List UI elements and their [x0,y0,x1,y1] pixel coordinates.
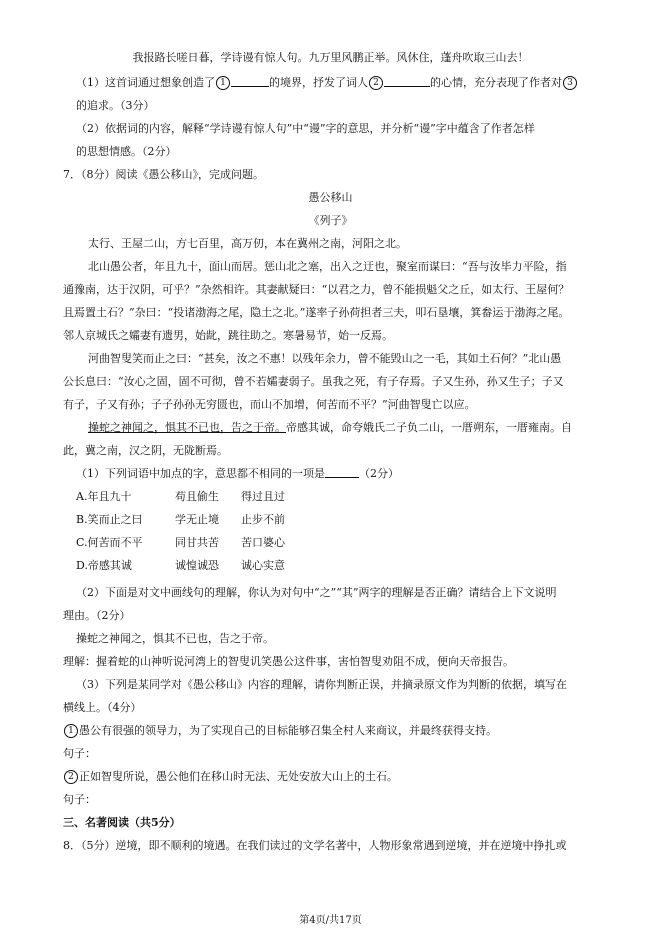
article-paragraph-2-line2: 通豫南，达于汉阴，可乎？”杂然相许。其妻献疑曰：“以君之力，曾不能损魁父之丘，如太行、王屋何？ [63,283,570,296]
circled-number-item-1: 1 [64,724,78,738]
sentence-answer-2[interactable]: 句子： [63,793,96,806]
answer-blank-7-1[interactable] [325,467,359,478]
answer-blank-2[interactable] [384,76,430,87]
statement-1: 1 愚公有很强的领导力，为了实现自己的目标能够召集全村人来商议，并最终获得支持。 [63,723,497,739]
article-title: 愚公移山 [308,191,353,204]
underlined-sentence: 操蛇之神闻之，惧其不已也，告之于帝。 [88,421,286,434]
circled-number-item-2: 2 [64,770,78,784]
article-paragraph-4-line2: 此，冀之南，汉之阴，无陇断焉。 [63,444,228,457]
question-7-2-line1: （2）下面是对文中画线句的理解，你认为对句中“之”“其”两字的理解是否正确？请结合上下文说明 [76,586,557,599]
question-7-3-line2: 横线上。（4分） [63,701,142,714]
article-paragraph-3-line3: 有子，子又有孙；子子孙孙无穷匮也，而山不加增，何苦而不平？”河曲智叟亡以应。 [63,398,476,411]
poem-line: 我报路长嗟日暮，学诗谩有惊人句。九万里风鹏正举。风休住，蓬舟吹取三山去！ [132,51,529,64]
quoted-sentence: 操蛇之神闻之，惧其不已也，告之于帝。 [76,632,274,645]
article-paragraph-3-line2: 公长息曰：“汝心之固，固不可彻，曾不若孀妻弱子。虽我之死，有子存焉。子又生孙，孙又生子；子又 [63,375,564,388]
question-8: 8．（5分）逆境，即不顺利的境遇。在我们读过的文学名著中，人物形象常遇到逆境，并在逆境中挣扎或 [63,839,567,852]
question-7-intro: 7．（8分）阅读《愚公移山》，完成问题。 [63,168,264,181]
document-page: 我报路长嗟日暮，学诗谩有惊人句。九万里风鹏正举。风休住，蓬舟吹取三山去！ （1）这首词通过想象创造了 1 的境界，抒发了词人 2 的心情，充分表现了作者对 3 的追求。（3分） （2）依据词的内容，解释“学诗谩有惊人句”中“谩”字的意思，并分析“谩”字中蕴含了作者怎样 的思想情感。（2分） 7．（8分）阅读《愚公移山》，完成问题。 愚公移山 《列子》 太行、王屋二山，方七百里，高万仞，本在冀州之南，河阳之北。 北山愚公者，年且九十，面山而居。惩山北之塞，出入之迂也，聚室而谋曰：“吾与汝毕力平险，指 通豫南，达于汉阴，可乎？”杂然相许。其妻献疑曰：“以君之力，曾不能损魁父之丘，如太行、王屋何？ 且焉置土石？”杂曰：“投诸渤海之尾，隐土之北。”遂率子孙荷担者三夫，叩石垦壤，箕畚运于渤海之尾。 邻人京城氏之孀妻有遗男，始龀，跳往助之。寒暑易节，始一反焉。 河曲智叟笑而止之曰：“甚矣，汝之不惠！以残年余力，曾不能毁山之一毛，其如土石何？”北山愚 公长息曰：“汝心之固，固不可彻，曾不若孀妻弱子。虽我之死，有子存焉。子又生孙，孙又生子；子又 有子，子又有孙；子子孙孙无穷匮也，而山不加增，何苦而不平？”河曲智叟亡以应。 操蛇之神闻之，惧其不已也，告之于帝。帝感其诚，命夸娥氏二子负二山，一厝朔东，一厝雍南。自 此，冀之南，汉之阴，无陇断焉。 （1）下列词语中加点的字，意思都不相同的一项是 （2分） A.年且九十 苟且偷生 得过且过 B.笑而止之曰 学无止境 止步不前 C.何苦而不平 同甘共苦 苦口婆心 D.帝感其诚 诚惶诚恐 诚心实意 （2）下面是对文中画线句的理解，你认为对句中“之”“其”两字的理解是否正确？请结合上下文说明 理由。（2分） 操蛇之神闻之，惧其不已也，告之于帝。 理解：握着蛇的山神听说河湾上的智叟讥笑愚公这件事，害怕智叟劝阻不成，便向天帝报告。 （3）下列是某同学对《愚公移山》内容的理解，请你判断正误，并摘录原文作为判断的依据，填写在 横线上。（4分） 1 愚公有很强的领导力，为了实现自己的目标能够召集全村人来商议，并最终获得支持。 句子： 2 正如智叟所说，愚公他们在移山时无法、无处安放大山上的土石。 句子： 三、名著阅读（共5分） 8．（5分）逆境，即不顺利的境遇。在我们读过的文学名著中，人物形象常遇到逆境，并在逆境中挣扎或 第4页/共17页 [0,0,661,935]
answer-blank-1[interactable] [231,76,269,87]
article-paragraph-2-line4: 邻人京城氏之孀妻有遗男，始龀，跳往助之。寒暑易节，始一反焉。 [63,329,393,342]
circled-number-3: 3 [563,76,577,90]
question-6-2-line1: （2）依据词的内容，解释“学诗谩有惊人句”中“谩”字的意思，并分析“谩”字中蕴含了作者怎样 [76,122,535,135]
article-author: 《列子》 [308,214,353,227]
article-paragraph-2-line3: 且焉置土石？”杂曰：“投诸渤海之尾，隐土之北。”遂率子孙荷担者三夫，叩石垦壤，箕畚运于渤海之尾。 [63,306,570,319]
section-3-title: 三、名著阅读（共5分） [63,816,181,829]
page-footer: 第4页/共17页 [299,915,362,926]
question-7-2-line2: 理由。（2分） [63,609,131,622]
sentence-answer-1[interactable]: 句子： [63,747,96,760]
question-7-3-line1: （3）下列是某同学对《愚公移山》内容的理解，请你判断正误，并摘录原文作为判断的依据，填写在 [76,678,567,691]
question-7-1-stem: （1）下列词语中加点的字，意思都不相同的一项是 （2分） [76,467,399,480]
question-6-1-cont: 的追求。（3分） [76,99,155,112]
article-paragraph-1: 太行、王屋二山，方七百里，高万仞，本在冀州之南，河阳之北。 [88,237,407,250]
understanding-text: 理解：握着蛇的山神听说河湾上的智叟讥笑愚公这件事，害怕智叟劝阻不成，便向天帝报告。 [63,655,514,668]
circled-number-2: 2 [369,76,383,90]
article-paragraph-4-line1: 操蛇之神闻之，惧其不已也，告之于帝。帝感其诚，命夸娥氏二子负二山，一厝朔东，一厝雍南。自 [88,421,572,434]
question-6-2-line2: 的思想情感。（2分） [76,145,177,158]
article-paragraph-2-line1: 北山愚公者，年且九十，面山而居。惩山北之塞，出入之迂也，聚室而谋曰：“吾与汝毕力平险，指 [88,260,567,273]
article-paragraph-3-line1: 河曲智叟笑而止之曰：“甚矣，汝之不惠！以残年余力，曾不能毁山之一毛，其如土石何？”北山愚 [88,352,562,365]
question-6-1: （1）这首词通过想象创造了 1 的境界，抒发了词人 2 的心情，充分表现了作者对 3 [76,75,578,91]
statement-2: 2 正如智叟所说，愚公他们在移山时无法、无处安放大山上的土石。 [63,769,398,785]
circled-number-1: 1 [216,76,230,90]
